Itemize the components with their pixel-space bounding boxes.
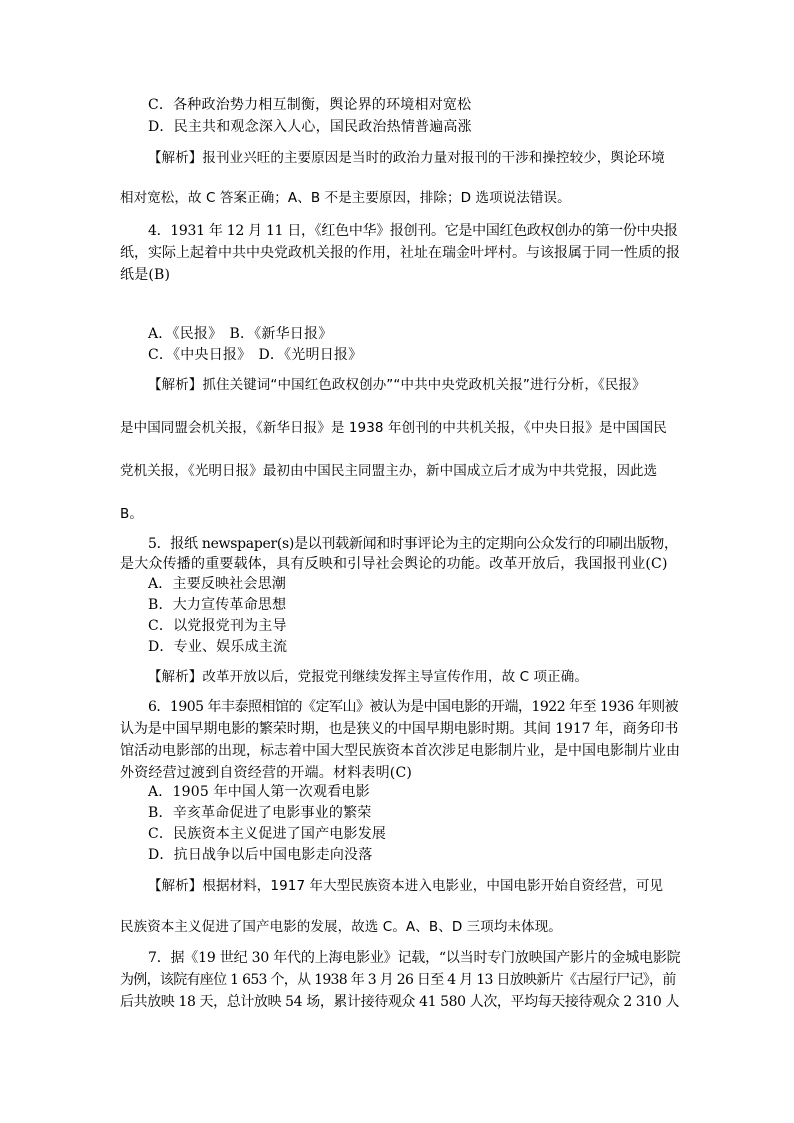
q5-option-a: A．主要反映社会思潮 bbox=[148, 576, 287, 592]
explanation-tag: 【解析】 bbox=[148, 669, 203, 685]
q5-option-d: D．专业、娱乐成主流 bbox=[148, 639, 288, 655]
q6-explanation-line1 bbox=[148, 876, 663, 896]
q4-explanation-line3: 党机关报，《光明日报》最初由中国民主同盟主办，新中国成立后才成为中共党报，因此选 bbox=[120, 463, 658, 479]
q4-explanation-line1 bbox=[148, 375, 646, 395]
q4-explanation-line2: 是中国同盟会机关报，《新华日报》是 1938 年创刊的中共机关报，《中央日报》是中国国民 bbox=[120, 420, 667, 436]
q3-option-d: D．民主共和观念深入人心，国民政治热情普遍高涨 bbox=[148, 119, 472, 135]
q5-option-c: C．以党报党刊为主导 bbox=[148, 618, 287, 634]
q4-options-cd: C．《中央日报》 D．《光明日报》 bbox=[148, 347, 363, 363]
q6-stem-line1: 6．1905 年丰泰照相馆的《定军山》被认为是中国电影的开端，1922 年至 1936 年则被 bbox=[148, 699, 679, 715]
q6-stem-line2: 认为是中国早期电影的繁荣时期，也是狭义的中国早期电影时期。其间 1917 年，商务印书 bbox=[120, 721, 679, 737]
q4-stem-line1: 4．1931 年 12 月 11 日，《红色中华》报创刊。它是中国红色政权创办的第一份中央报 bbox=[148, 223, 678, 239]
explanation-tag: 【解析】 bbox=[148, 878, 203, 894]
explanation-text: 抓住关键词“中国红色政权创办”“中共中央党政机关报”进行分析，《民报》 bbox=[202, 377, 646, 393]
q7-stem-line2: 为例，该院有座位 1 653 个，从 1938 年 3 月 26 日至 4 月 13 日放映新片《古屋行尸记》，前 bbox=[120, 972, 676, 988]
q7-stem-line1: 7．据《19 世纪 30 年代的上海电影业》记载，“以当时专门放映国产影片的金城电影院 bbox=[148, 950, 681, 966]
q3-option-c: C．各种政治势力相互制衡，舆论界的环境相对宽松 bbox=[148, 97, 472, 113]
explanation-text: 报刊业兴旺的主要原因是当时的政治力量对报刊的干涉和操控较少，舆论环境 bbox=[202, 150, 665, 166]
q5-explanation-line1 bbox=[148, 667, 588, 687]
explanation-tag: 【解析】 bbox=[148, 377, 203, 393]
q6-stem-line4: 外资经营过渡到自资经营的开端。材料表明(C) bbox=[120, 765, 413, 781]
q5-option-b: B．大力宣传革命思想 bbox=[148, 597, 287, 613]
q4-stem-line3: 纸是(B) bbox=[120, 267, 171, 283]
q6-explanation-line2: 民族资本主义促进了国产电影的发展，故选 C。A、B、D 三项均未体现。 bbox=[120, 919, 562, 935]
explanation-text: 根据材料，1917 年大型民族资本进入电影业，中国电影开始自资经营，可见 bbox=[202, 878, 664, 894]
q6-option-b: B．辛亥革命促进了电影事业的繁荣 bbox=[148, 805, 372, 821]
q6-option-c: C．民族资本主义促进了国产电影发展 bbox=[148, 826, 387, 842]
explanation-tag: 【解析】 bbox=[148, 150, 203, 166]
q5-stem-line1: 5．报纸 newspaper(s)是以刊载新闻和时事评论为主的定期向公众发行的印刷出版物， bbox=[148, 536, 678, 552]
q6-option-a: A．1905 年中国人第一次观看电影 bbox=[148, 784, 370, 800]
q3-explanation-line1 bbox=[148, 148, 665, 168]
q4-stem-line2: 纸，实际上起着中共中央党政机关报的作用，社址在瑞金叶坪村。与该报属于同一性质的报 bbox=[120, 245, 680, 261]
q6-option-d: D．抗日战争以后中国电影走向没落 bbox=[148, 847, 373, 863]
q4-options-ab: A．《民报》 B．《新华日报》 bbox=[148, 326, 333, 342]
q6-stem-line3: 馆活动电影部的出现，标志着中国大型民族资本首次涉足电影制片业，是中国电影制片业由 bbox=[120, 743, 680, 759]
q3-explanation-line2: 相对宽松，故 C 答案正确；A、B 不是主要原因，排除；D 选项说法错误。 bbox=[120, 190, 571, 206]
q5-stem-line2: 是大众传播的重要载体，具有反映和引导社会舆论的功能。改革开放后，我国报刊业(C) bbox=[120, 556, 668, 572]
q7-stem-line3: 后共放映 18 天，总计放映 54 场，累计接待观众 41 580 人次，平均每天接待观众 2 310 人 bbox=[120, 994, 680, 1010]
explanation-text: 改革开放以后，党报党刊继续发挥主导宣传作用，故 C 项正确。 bbox=[202, 669, 588, 685]
q4-explanation-line4: B。 bbox=[120, 506, 143, 522]
